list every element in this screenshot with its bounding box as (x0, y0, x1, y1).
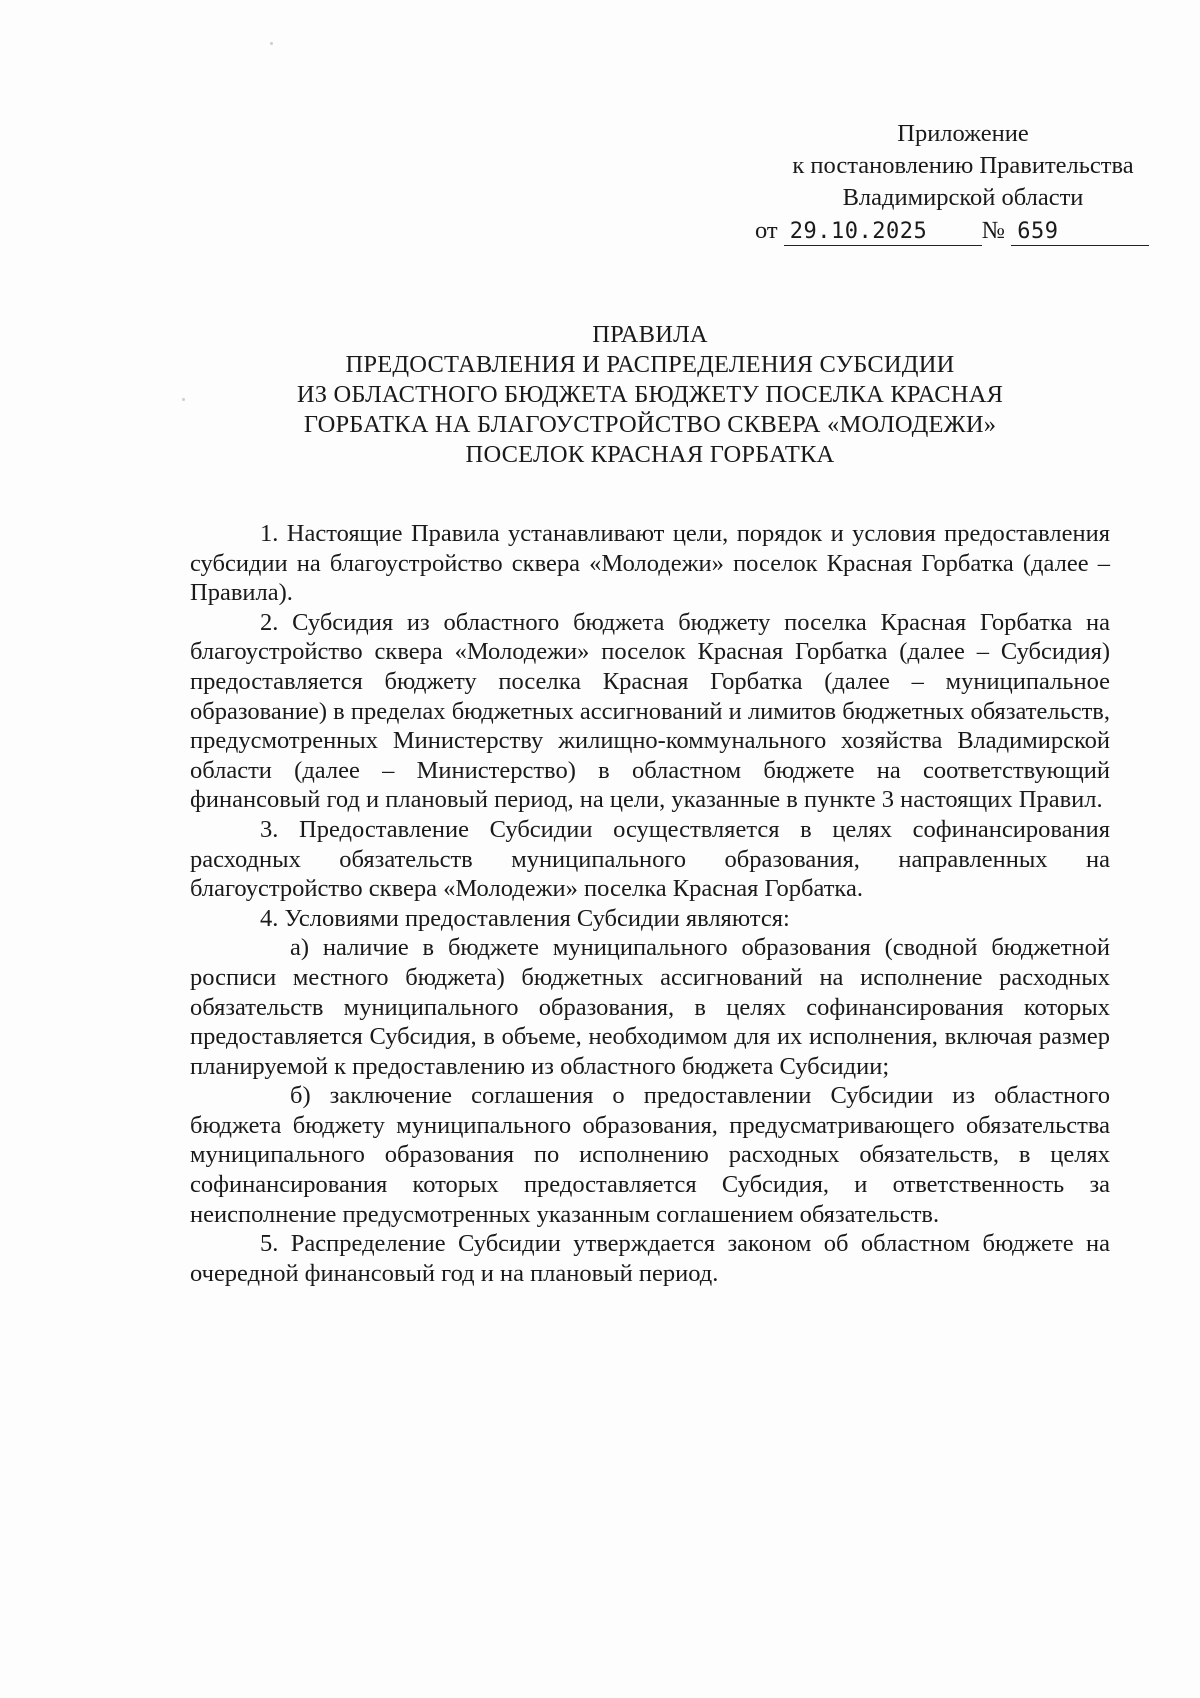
scan-speck (182, 398, 185, 401)
decree-number: 659 (1011, 219, 1149, 246)
number-label: № (981, 217, 1006, 244)
paragraph-3: 3. Предоставление Субсидии осуществляется в целях софинансирования расходных обязательств муниципального образования, направленных на благоустройство сквера «Молодежи» поселка Красная Горбатка. (190, 815, 1110, 903)
paragraph-2: 2. Субсидия из областного бюджета бюджету поселка Красная Горбатка на благоустройство сквера «Молодежи» поселок Красная Горбатка (далее – Субсидия) предоставляется бюджету поселка Красная Горбатка (далее – муниципальное образование) в пределах бюджетных ассигнований и лимитов бюджетных обязательств, предусмотренных Министерству жилищно-коммунального хозяйства Владимирской области (далее – Министерство) в областном бюджете на соответствующий финансовый год и плановый период, на цели, указанные в пункте 3 настоящих Правил. (190, 608, 1110, 814)
decree-reference (755, 215, 1149, 247)
paragraph-4b: б) заключение соглашения о предоставлении Субсидии из областного бюджета бюджету муниципального образования, предусматривающего обязательства муниципального образования по исполнению расходных обязательств, в целях софинансирования которых предоставляется Субсидия, и ответственность за неисполнение предусмотренных указанным соглашением обязательств. (190, 1082, 1110, 1228)
document-title (190, 320, 1110, 470)
paragraph-5: 5. Распределение Субсидии утверждается законом об областном бюджете на очередной финансовый год и на плановый период. (190, 1230, 1110, 1287)
title-line: ПРАВИЛА (592, 321, 708, 348)
title-line: ГОРБАТКА НА БЛАГОУСТРОЙСТВО СКВЕРА «МОЛОДЕЖИ» (303, 411, 997, 438)
decree-date: 29.10.2025 (784, 219, 982, 246)
title-line: ПОСЕЛОК КРАСНАЯ ГОРБАТКА (465, 441, 835, 468)
paragraph-4a: а) наличие в бюджете муниципального образования (сводной бюджетной росписи местного бюджета) бюджетных ассигнований на исполнение расходных обязательств муниципального образования, в целях софинансирования которых предоставляется Субсидия, в объеме, необходимом для их исполнения, включая размер планируемой к предоставлению из областного бюджета Субсидии; (190, 934, 1110, 1080)
appendix-label: Приложение (897, 120, 1029, 147)
title-line: ПРЕДОСТАВЛЕНИЯ И РАСПРЕДЕЛЕНИЯ СУБСИДИИ (345, 351, 955, 378)
title-line: ИЗ ОБЛАСТНОГО БЮДЖЕТА БЮДЖЕТУ ПОСЕЛКА КРАСНАЯ (296, 381, 1004, 408)
from-label: от (755, 217, 778, 244)
appendix-decree: к постановлению Правительства (792, 152, 1134, 179)
paragraph-4: 4. Условиями предоставления Субсидии являются: (260, 904, 790, 932)
document-body (190, 519, 1110, 1288)
paragraph-1: 1. Настоящие Правила устанавливают цели, порядок и условия предоставления субсидии на благоустройство сквера «Молодежи» поселок Красная Горбатка (далее – Правила). (190, 520, 1110, 607)
appendix-region: Владимирской области (842, 184, 1084, 211)
scan-speck (270, 42, 273, 45)
appendix-header (755, 118, 1155, 214)
